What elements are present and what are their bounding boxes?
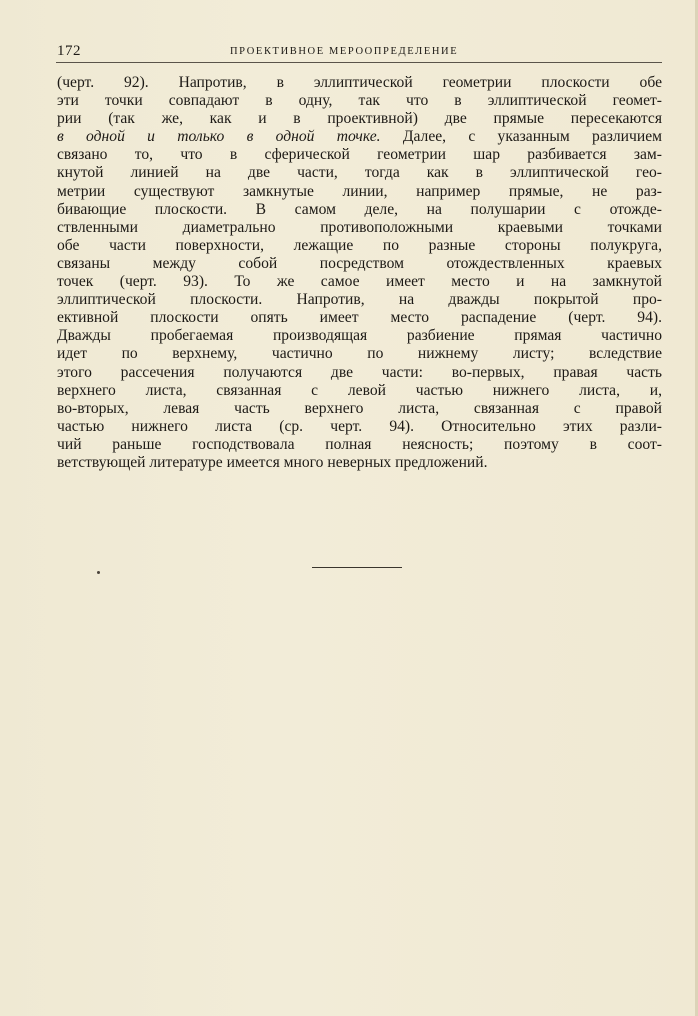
text-line [57,128,662,146]
text-line: верхнего листа, связанная с левой частью нижнего листа, и, [57,381,662,399]
text-line: ективной плоскости опять имеет место распадение (черт. 94). [57,309,662,327]
page-number: 172 [57,43,81,59]
text-line: идет по верхнему, частично по нижнему листу; вследствие [57,345,662,363]
text-line: чий раньше господствовала полная неясность; поэтому в соот- [57,435,662,453]
header-rule [56,62,662,63]
text-line: бивающие плоскости. В самом деле, на полушарии с отожде- [57,200,662,218]
text-line: частью нижнего листа (ср. черт. 94). Относительно этих разли- [57,417,662,435]
text-line: рии (так же, как и в проективной) две прямые пересекаются [57,110,662,128]
text-line: во-вторых, левая часть верхнего листа, связанная с правой [57,399,662,417]
italic-phrase: в одной и только в одной точке. [57,128,381,146]
print-speck [97,571,100,574]
text-line: кнутой линией на две части, тогда как в эллиптической гео- [57,164,662,182]
line-continuation: Далее, с указанным различием [380,128,663,146]
section-end-rule [312,567,402,568]
text-line: ветствующей литературе имеется много неверных предложений. [57,453,488,471]
body-paragraph [57,74,662,472]
text-line: точек (черт. 93). То же самое имеет место и на замкнутой [57,273,662,291]
running-title: ПРОЕКТИВНОЕ МЕРООПРЕДЕЛЕНИЕ [230,46,459,57]
text-line: Дважды пробегаемая производящая разбиение прямая частично [57,327,662,345]
text-line: этого рассечения получаются две части: во-первых, правая часть [57,363,662,381]
text-line: ствленными диаметрально противоположными краевыми точками [57,218,662,236]
text-line: (черт. 92). Напротив, в эллиптической геометрии плоскости обе [57,74,662,91]
text-line: обе части поверхности, лежащие по разные стороны полукруга, [57,236,662,254]
text-line: связаны между собой посредством отождествленных краевых [57,254,662,272]
text-line: эти точки совпадают в одну, так что в эллиптической геомет- [57,92,662,110]
text-line: эллиптической плоскости. Напротив, на дважды покрытой про- [57,291,662,309]
text-line: метрии существуют замкнутые линии, например прямые, не раз- [57,182,662,200]
text-line: связано то, что в сферической геометрии шар разбивается зам- [57,146,662,164]
